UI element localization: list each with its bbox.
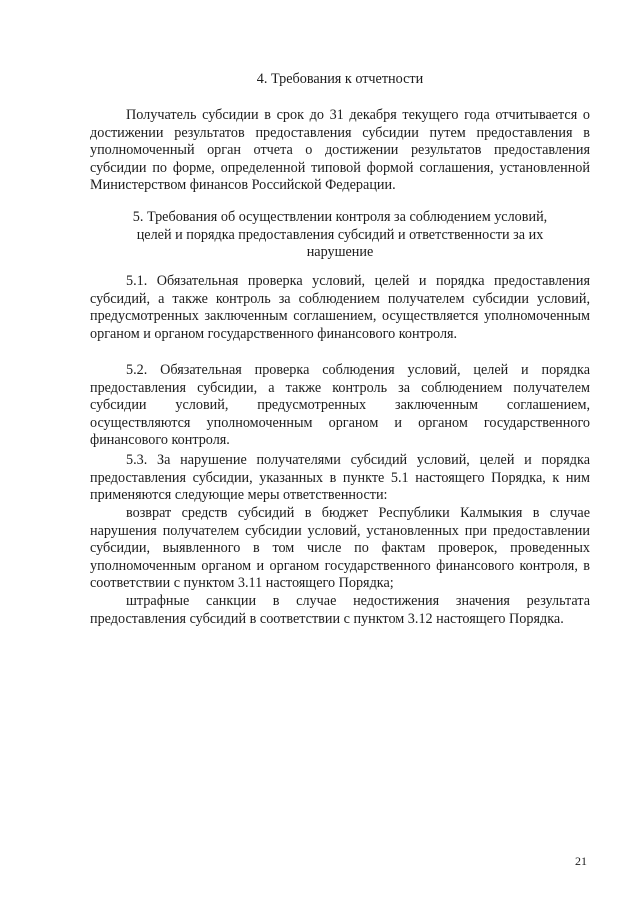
section-4-heading: 4. Требования к отчетности	[256, 71, 424, 87]
section-5-heading: 5. Требования об осуществлении контроля за соблюдением условий, целей и порядка предоставления субсидий и ответственности за их нарушение	[132, 209, 548, 260]
paragraph-5-1: 5.1. Обязательная проверка условий, целей и порядка предоставления субсидий, а также контроль за соблюдением получателем субсидии условий, предусмотренных заключенным соглашением, осуществляется уполномоченным органом и органом государственного финансового контроля.	[90, 273, 590, 342]
section-4-paragraph: Получатель субсидии в срок до 31 декабря текущего года отчитывается о достижении результатов предоставления субсидии путем предоставления в уполномоченный орган отчета о достижении результатов предоставления субсидии по форме, определенной типовой формой соглашения, установленной Министерством финансов Российской Федерации.	[90, 107, 590, 194]
paragraph-5-3: 5.3. За нарушение получателями субсидий условий, целей и порядка предоставления субсидии, указанных в пункте 5.1 настоящего Порядка, к ним применяются следующие меры ответственности:	[90, 452, 590, 504]
paragraph-penalty-measure: штрафные санкции в случае недостижения значения результата предоставления субсидий в соответствии с пунктом 3.12 настоящего Порядка.	[90, 593, 590, 627]
page-number: 21	[575, 854, 587, 868]
paragraph-refund-measure: возврат средств субсидий в бюджет Республики Калмыкия в случае нарушения получателем субсидии условий, установленных при предоставлении субсидии, выявленного в том числе по фактам проверок, проведенных уполномоченным органом и органом государственного финансового контроля, в соответствии с пунктом 3.11 настоящего Порядка;	[90, 505, 590, 592]
paragraph-5-2: 5.2. Обязательная проверка соблюдения условий, целей и порядка предоставления субсидии, а также контроль за соблюдением получателем субсидии условий, предусмотренных заключенным соглашением, осуществляются уполномоченным органом и органом государственного финансового контроля.	[90, 362, 590, 449]
